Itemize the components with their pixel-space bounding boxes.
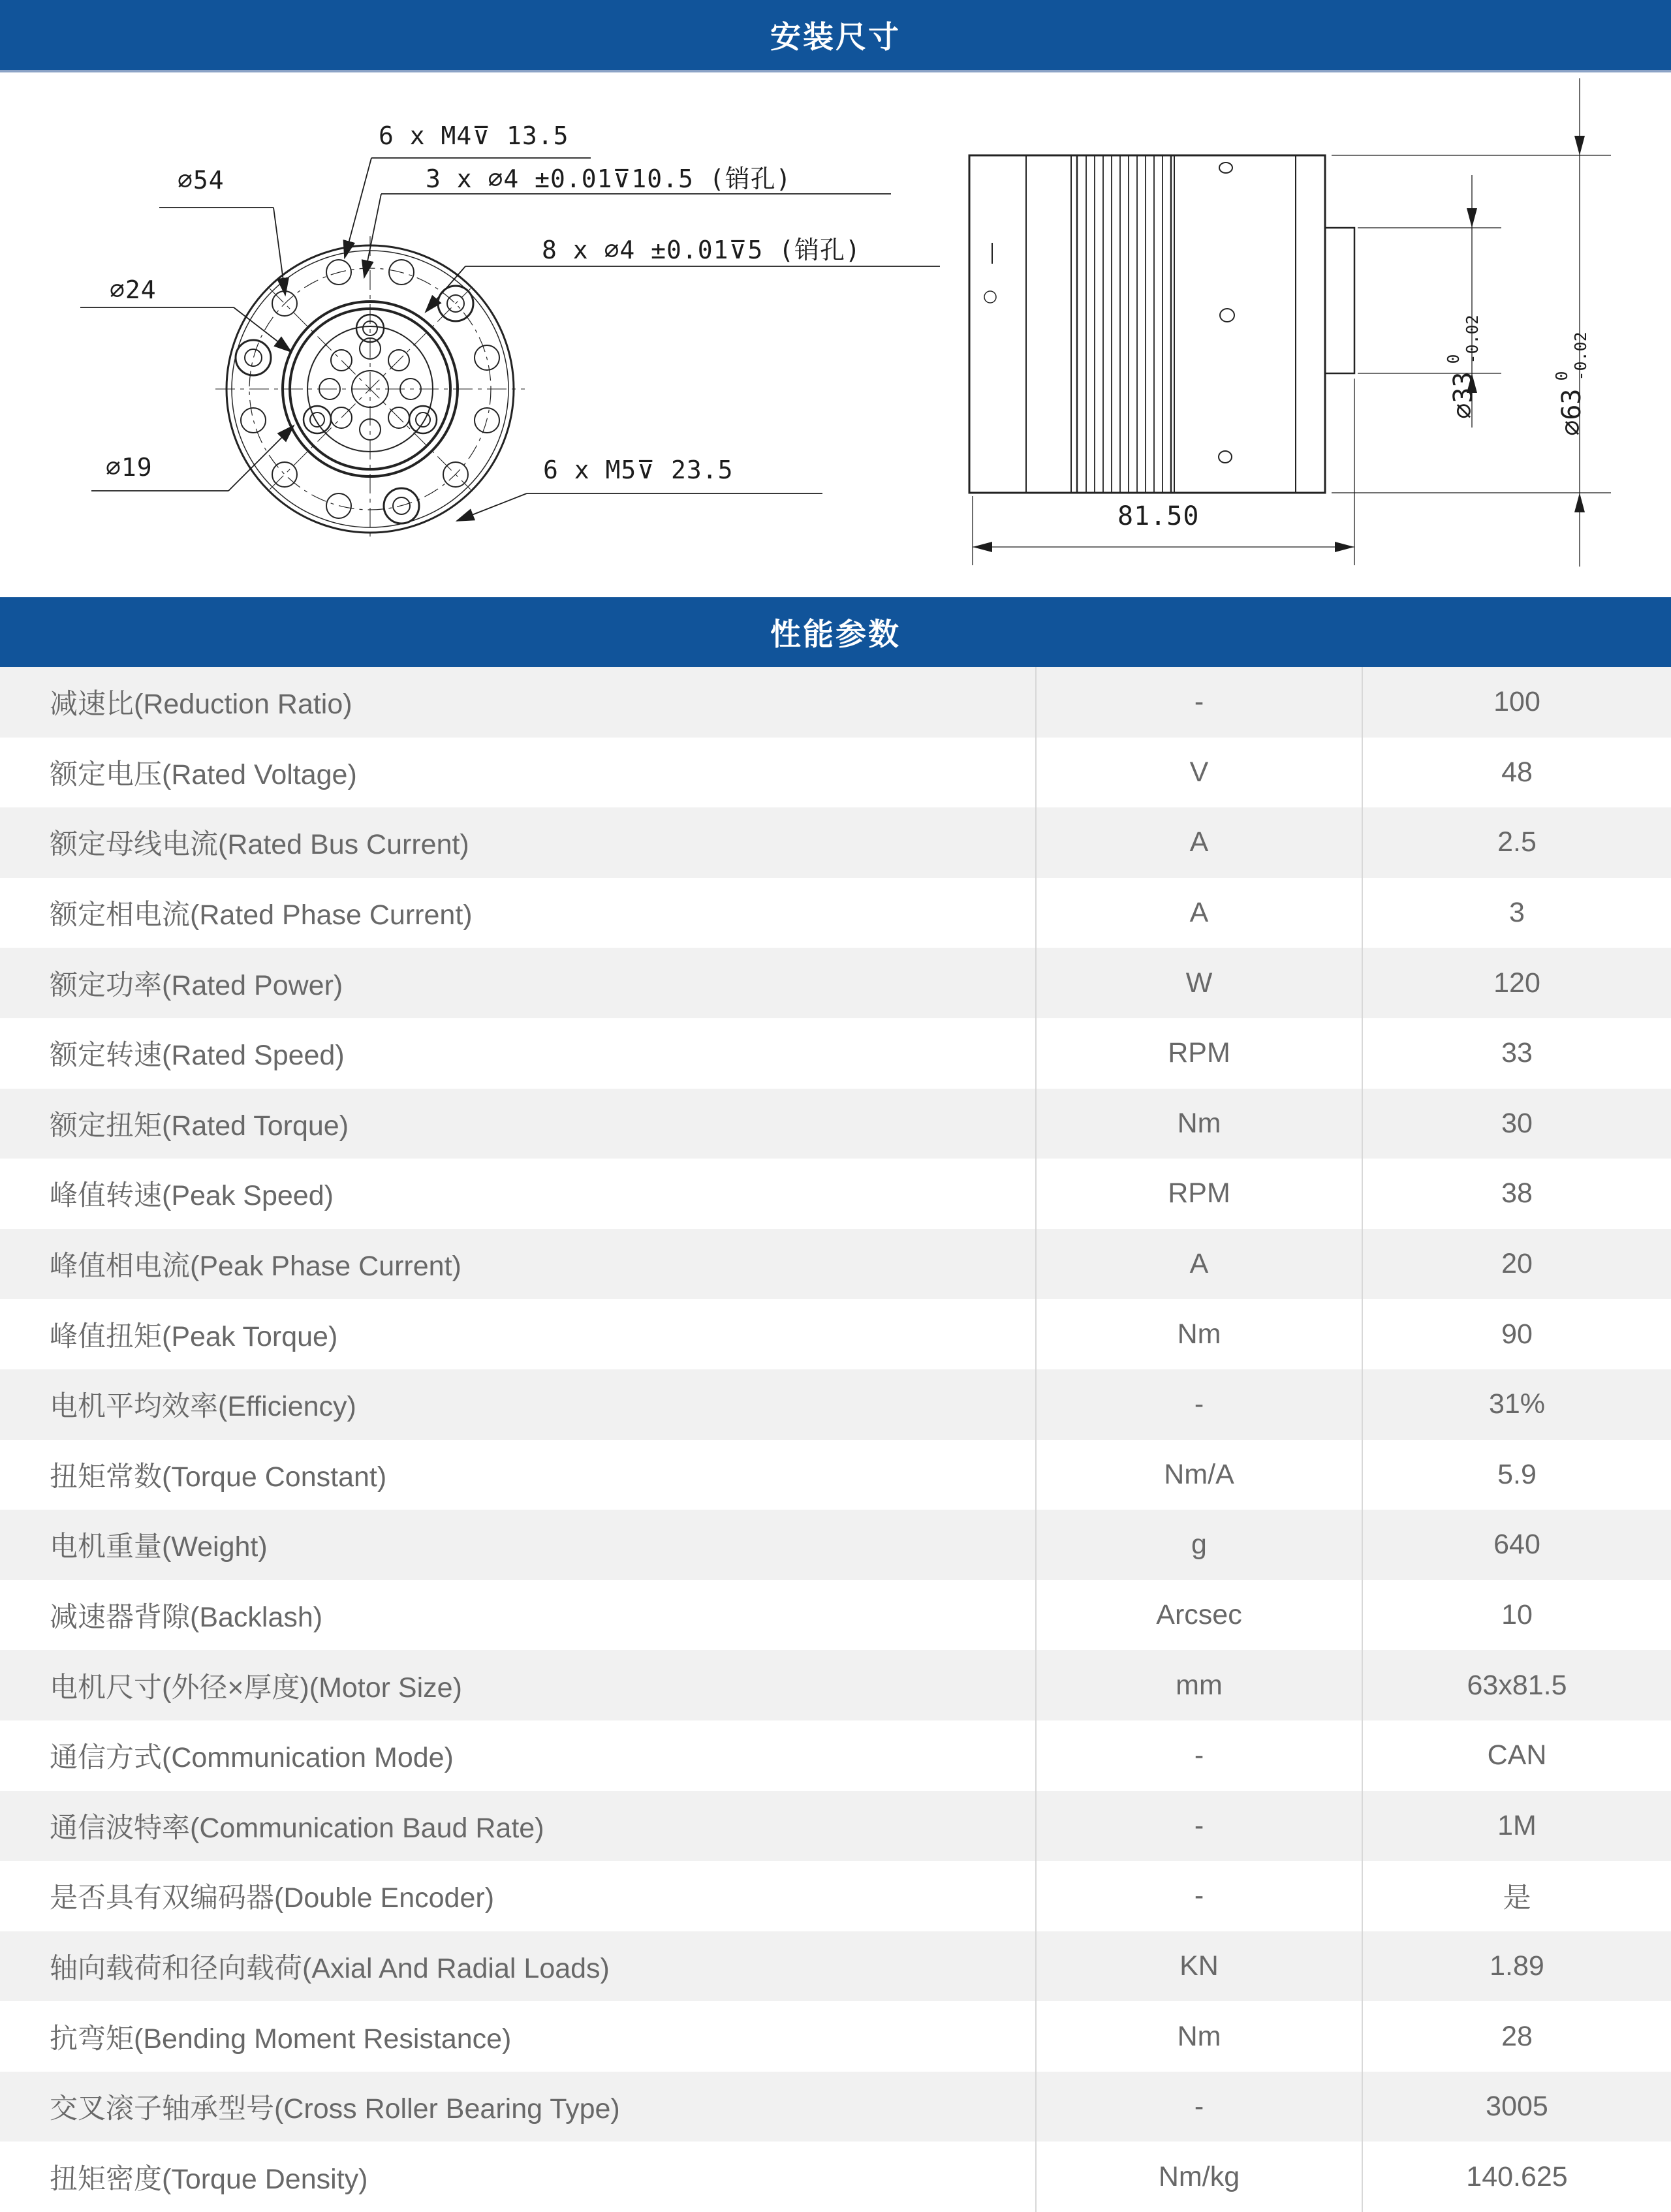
section-header-performance-parameters	[0, 597, 1671, 667]
parameter-name-cell: 轴向载荷和径向载荷(Axial And Radial Loads)	[0, 1931, 1037, 2002]
parameter-value-cell: 38	[1501, 1177, 1533, 1209]
table-row	[0, 1861, 1671, 1931]
parameter-unit-cell: Nm/kg	[1037, 2142, 1363, 2212]
parameter-unit-cell: V	[1037, 738, 1363, 808]
table-row	[0, 807, 1671, 878]
parameter-unit-cell: -	[1037, 2072, 1363, 2142]
parameter-name-cell: 扭矩常数(Torque Constant)	[0, 1440, 1037, 1510]
parameter-unit-cell: mm	[1037, 1650, 1363, 1721]
parameter-name-cell: 抗弯矩(Bending Moment Resistance)	[0, 2001, 1037, 2072]
center-lines	[215, 236, 525, 542]
dim-note-dia19: ⌀19	[106, 453, 153, 482]
parameter-unit-cell: RPM	[1037, 1159, 1363, 1229]
leader-lines	[80, 158, 940, 521]
parameter-value-cell: 28	[1501, 2020, 1533, 2052]
table-row	[0, 1229, 1671, 1300]
table-row	[0, 1369, 1671, 1440]
table-row	[0, 1159, 1671, 1229]
parameter-value-cell: 3	[1509, 897, 1525, 929]
parameter-unit-cell: Nm	[1037, 2001, 1363, 2072]
parameter-value-cell: 1.89	[1490, 1950, 1544, 1982]
dia63-tol-upper: 0	[1552, 371, 1572, 381]
parameter-unit-cell: A	[1037, 878, 1363, 948]
parameter-unit-cell: Arcsec	[1037, 1580, 1363, 1651]
parameter-value-cell: 2.5	[1497, 826, 1537, 858]
cad-linework	[0, 0, 1671, 597]
parameter-name-cell: 额定母线电流(Rated Bus Current)	[0, 807, 1037, 878]
table-row	[0, 738, 1671, 808]
parameter-value-cell: 20	[1501, 1248, 1533, 1280]
parameter-unit-cell: A	[1037, 1229, 1363, 1300]
parameter-unit-cell: RPM	[1037, 1018, 1363, 1089]
parameter-value-cell: 31%	[1488, 1388, 1546, 1420]
table-row	[0, 1440, 1671, 1510]
parameter-value-cell: 30	[1501, 1107, 1533, 1139]
dia63-tol-lower: -0.02	[1571, 332, 1590, 381]
installation-drawings	[0, 0, 1671, 597]
parameter-unit-cell: -	[1037, 667, 1363, 738]
parameter-name-cell: 额定扭矩(Rated Torque)	[0, 1089, 1037, 1159]
parameter-name-cell: 是否具有双编码器(Double Encoder)	[0, 1861, 1037, 1931]
dia33-tol-upper: 0	[1444, 354, 1463, 364]
parameter-unit-cell: KN	[1037, 1931, 1363, 2002]
dim-note-dia33	[1441, 295, 1486, 439]
parameter-name-cell: 电机尺寸(外径×厚度)(Motor Size)	[0, 1650, 1037, 1721]
section-title: 安装尺寸	[770, 20, 901, 54]
table-row	[0, 1018, 1671, 1089]
table-row	[0, 1299, 1671, 1369]
parameter-name-cell: 峰值相电流(Peak Phase Current)	[0, 1229, 1037, 1300]
parameter-unit-cell: -	[1037, 1721, 1363, 1791]
parameter-name-cell: 减速比(Reduction Ratio)	[0, 667, 1037, 738]
parameter-unit-cell: -	[1037, 1791, 1363, 1862]
parameter-name-cell: 通信波特率(Communication Baud Rate)	[0, 1791, 1037, 1862]
dim-note-dia63	[1549, 312, 1595, 456]
parameter-value-cell: 1M	[1497, 1809, 1537, 1841]
parameter-value-cell: 5.9	[1497, 1458, 1537, 1490]
table-row	[0, 1721, 1671, 1791]
parameter-value-cell: CAN	[1487, 1739, 1547, 1771]
parameter-unit-cell: A	[1037, 807, 1363, 878]
table-row	[0, 667, 1671, 738]
parameter-value-cell: 120	[1493, 967, 1540, 999]
front-view-drawing	[80, 158, 940, 542]
dia63-value: ⌀63	[1557, 388, 1587, 436]
parameter-value-cell: 100	[1493, 686, 1540, 718]
table-row	[0, 1089, 1671, 1159]
section-title: 性能参数	[770, 617, 901, 651]
dia33-value: ⌀33	[1448, 371, 1478, 419]
parameter-value-cell: 63x81.5	[1467, 1669, 1567, 1701]
dim-note-dia54: ⌀54	[178, 166, 225, 195]
parameter-value-cell: 10	[1501, 1599, 1533, 1631]
table-row	[0, 878, 1671, 948]
parameter-name-cell: 通信方式(Communication Mode)	[0, 1721, 1037, 1791]
table-row	[0, 2142, 1671, 2212]
parameter-value-cell: 3005	[1486, 2091, 1548, 2123]
parameter-name-cell: 额定电压(Rated Voltage)	[0, 738, 1037, 808]
dim-note-m4: 6 x M4⊽ 13.5	[379, 121, 569, 150]
parameter-unit-cell: Nm	[1037, 1089, 1363, 1159]
parameter-name-cell: 峰值扭矩(Peak Torque)	[0, 1299, 1037, 1369]
parameter-value-cell: 640	[1493, 1529, 1540, 1561]
dimension-arrows	[973, 136, 1585, 552]
parameter-name-cell: 额定功率(Rated Power)	[0, 948, 1037, 1018]
parameter-name-cell: 交叉滚子轴承型号(Cross Roller Bearing Type)	[0, 2072, 1037, 2142]
table-row	[0, 1931, 1671, 2002]
table-row	[0, 2072, 1671, 2142]
table-row	[0, 2001, 1671, 2072]
dim-note-length: 81.50	[1117, 501, 1200, 531]
parameter-unit-cell: -	[1037, 1861, 1363, 1931]
parameter-name-cell: 峰值转速(Peak Speed)	[0, 1159, 1037, 1229]
parameter-name-cell: 减速器背隙(Backlash)	[0, 1580, 1037, 1651]
parameter-value-cell: 48	[1501, 756, 1533, 788]
parameter-unit-cell: g	[1037, 1510, 1363, 1580]
parameter-name-cell: 扭矩密度(Torque Density)	[0, 2142, 1037, 2212]
parameter-unit-cell: Nm	[1037, 1299, 1363, 1369]
parameter-name-cell: 额定转速(Rated Speed)	[0, 1018, 1037, 1089]
parameter-value-cell: 90	[1501, 1318, 1533, 1350]
parameter-value-cell: 140.625	[1466, 2160, 1568, 2192]
parameter-unit-cell: W	[1037, 948, 1363, 1018]
heatsink-fins	[1086, 155, 1163, 493]
table-row	[0, 1791, 1671, 1862]
dim-note-pinholes-3x: 3 x ⌀4 ±0.01⊽10.5 (销孔)	[426, 164, 792, 193]
side-view-drawing	[969, 78, 1611, 567]
parameter-unit-cell: Nm/A	[1037, 1440, 1363, 1510]
dim-note-dia24: ⌀24	[110, 275, 157, 304]
table-row	[0, 1650, 1671, 1721]
section-header-installation-dimensions	[0, 0, 1671, 72]
parameter-name-cell: 电机平均效率(Efficiency)	[0, 1369, 1037, 1440]
parameter-value-cell: 是	[1503, 1882, 1531, 1914]
performance-parameter-table	[0, 667, 1671, 2212]
table-row	[0, 948, 1671, 1018]
dia63-tolerance	[1553, 332, 1591, 381]
dim-note-m5: 6 x M5⊽ 23.5	[543, 456, 734, 484]
dia33-tol-lower: -0.02	[1463, 315, 1482, 364]
table-row	[0, 1580, 1671, 1651]
parameter-name-cell: 额定相电流(Rated Phase Current)	[0, 878, 1037, 948]
dia33-tolerance	[1445, 315, 1482, 364]
parameter-unit-cell: -	[1037, 1369, 1363, 1440]
dim-note-pinholes-8x: 8 x ⌀4 ±0.01⊽5 (销孔)	[542, 236, 861, 264]
table-row	[0, 1510, 1671, 1580]
parameter-value-cell: 33	[1501, 1037, 1533, 1069]
parameter-name-cell: 电机重量(Weight)	[0, 1510, 1037, 1580]
